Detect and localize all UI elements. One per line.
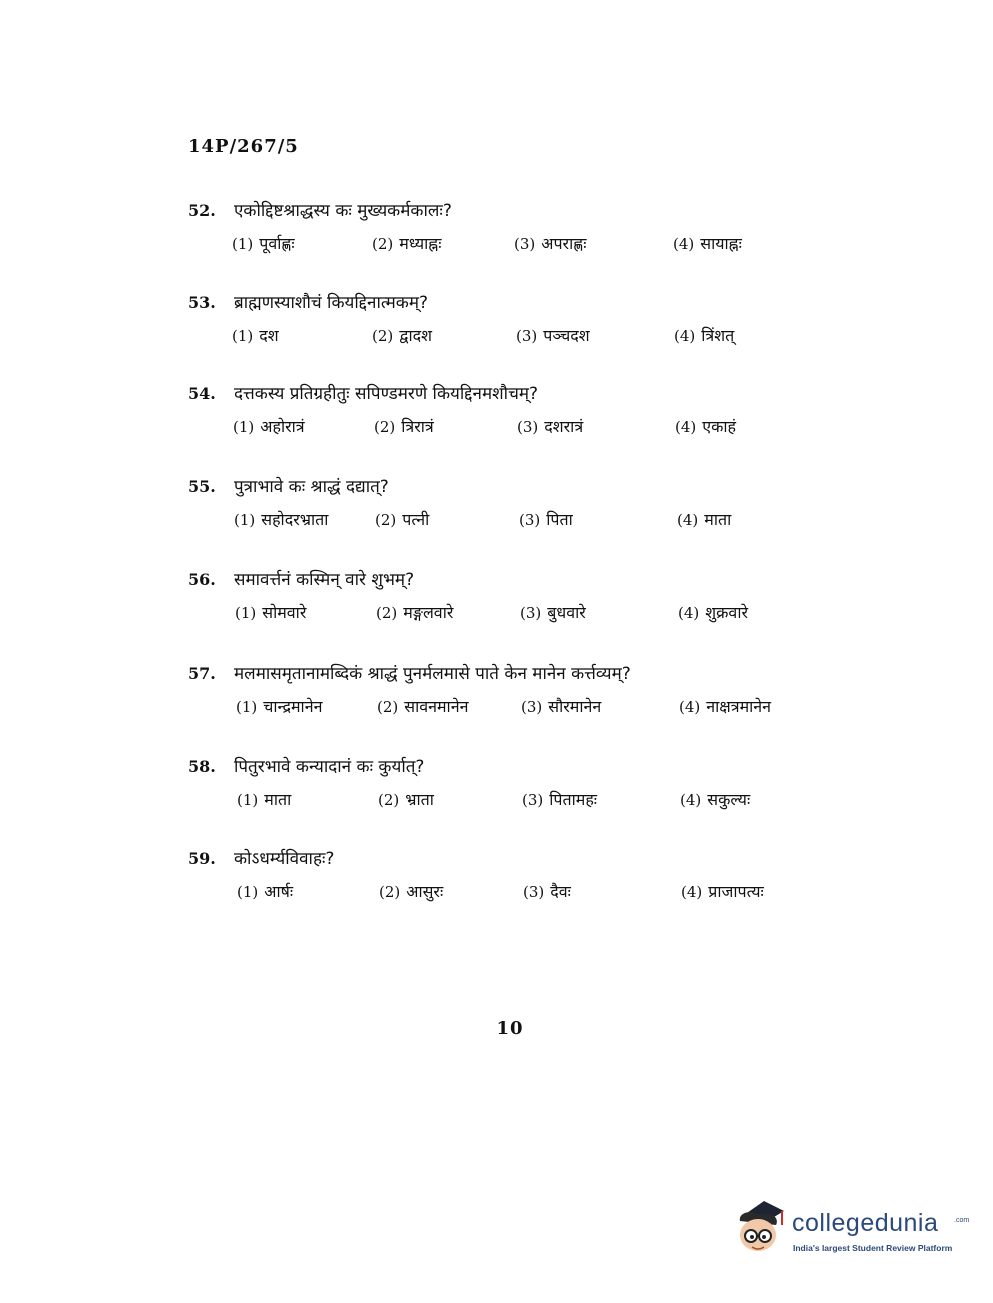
question-54 bbox=[188, 381, 808, 445]
option-2: (2) मङ्गलवारे bbox=[376, 603, 454, 622]
question-text: कोऽधर्म्यविवाहः? bbox=[234, 849, 335, 869]
page-number: 10 bbox=[496, 1018, 524, 1039]
option-3: (3) पञ्चदश bbox=[516, 326, 590, 345]
option-1: (1) सोमवारे bbox=[235, 603, 307, 622]
logo-tagline: India's largest Student Review Platform bbox=[793, 1243, 953, 1253]
option-2: (2) मध्याह्नः bbox=[372, 234, 442, 253]
option-3: (3) पिता bbox=[519, 510, 573, 529]
mascot-icon bbox=[730, 1195, 790, 1265]
option-3: (3) सौरमानेन bbox=[521, 697, 602, 716]
question-text: ब्राह्मणस्याशौचं कियद्दिनात्मकम्? bbox=[234, 293, 429, 313]
question-number: 52. bbox=[188, 201, 216, 220]
option-2: (2) आसुरः bbox=[379, 882, 444, 901]
option-1: (1) पूर्वाह्णः bbox=[232, 234, 295, 253]
option-4: (4) माता bbox=[677, 510, 732, 529]
question-number: 53. bbox=[188, 293, 216, 312]
option-3: (3) दशरात्रं bbox=[517, 417, 584, 436]
question-text: दत्तकस्य प्रतिग्रहीतुः सपिण्डमरणे कियद्दिनमशौचम्? bbox=[234, 384, 539, 404]
option-1: (1) अहोरात्रं bbox=[233, 417, 305, 436]
option-1: (1) चान्द्रमानेन bbox=[236, 697, 323, 716]
question-55 bbox=[188, 474, 808, 538]
question-53 bbox=[188, 290, 808, 354]
option-2: (2) द्वादश bbox=[372, 326, 432, 345]
question-58 bbox=[188, 754, 808, 818]
question-56 bbox=[188, 567, 808, 631]
page-code: 14P/267/5 bbox=[188, 136, 299, 157]
option-1: (1) सहोदरभ्राता bbox=[234, 510, 329, 529]
question-number: 57. bbox=[188, 664, 216, 683]
question-number: 58. bbox=[188, 757, 216, 776]
logo-name: collegedunia bbox=[792, 1209, 939, 1237]
option-4: (4) सायाह्नः bbox=[673, 234, 742, 253]
question-number: 59. bbox=[188, 849, 216, 868]
question-59 bbox=[188, 846, 808, 910]
option-3: (3) बुधवारे bbox=[520, 603, 586, 622]
option-4: (4) एकाहं bbox=[675, 417, 737, 436]
question-52 bbox=[188, 198, 808, 262]
question-number: 55. bbox=[188, 477, 216, 496]
option-1: (1) आर्षः bbox=[237, 882, 294, 901]
option-4: (4) शुक्रवारे bbox=[678, 603, 749, 622]
question-text: एकोद्दिष्टश्राद्धस्य कः मुख्यकर्मकालः? bbox=[234, 201, 452, 221]
collegedunia-logo bbox=[730, 1195, 970, 1265]
option-4: (4) नाक्षत्रमानेन bbox=[679, 697, 772, 716]
option-4: (4) सकुल्यः bbox=[680, 790, 751, 809]
question-text: समावर्त्तनं कस्मिन् वारे शुभम्? bbox=[234, 570, 415, 590]
option-2: (2) सावनमानेन bbox=[377, 697, 469, 716]
option-2: (2) भ्राता bbox=[378, 790, 434, 809]
question-text: पुत्राभावे कः श्राद्धं दद्यात्? bbox=[234, 477, 389, 497]
question-number: 56. bbox=[188, 570, 216, 589]
option-3: (3) दैवः bbox=[523, 882, 571, 901]
question-text: पितुरभावे कन्यादानं कः कुर्यात्? bbox=[234, 757, 425, 777]
question-text: मलमासमृतानामब्दिकं श्राद्धं पुनर्मलमासे पाते केन मानेन कर्त्तव्यम्? bbox=[234, 664, 631, 684]
option-2: (2) पत्नी bbox=[375, 510, 430, 529]
option-1: (1) दश bbox=[232, 326, 279, 345]
option-3: (3) अपराह्णः bbox=[514, 234, 587, 253]
option-3: (3) पितामहः bbox=[522, 790, 598, 809]
option-1: (1) माता bbox=[237, 790, 292, 809]
question-57 bbox=[188, 661, 808, 725]
question-number: 54. bbox=[188, 384, 216, 403]
option-4: (4) त्रिंशत् bbox=[674, 326, 735, 345]
logo-tld: .com bbox=[954, 1217, 970, 1224]
option-4: (4) प्राजापत्यः bbox=[681, 882, 764, 901]
option-2: (2) त्रिरात्रं bbox=[374, 417, 434, 436]
